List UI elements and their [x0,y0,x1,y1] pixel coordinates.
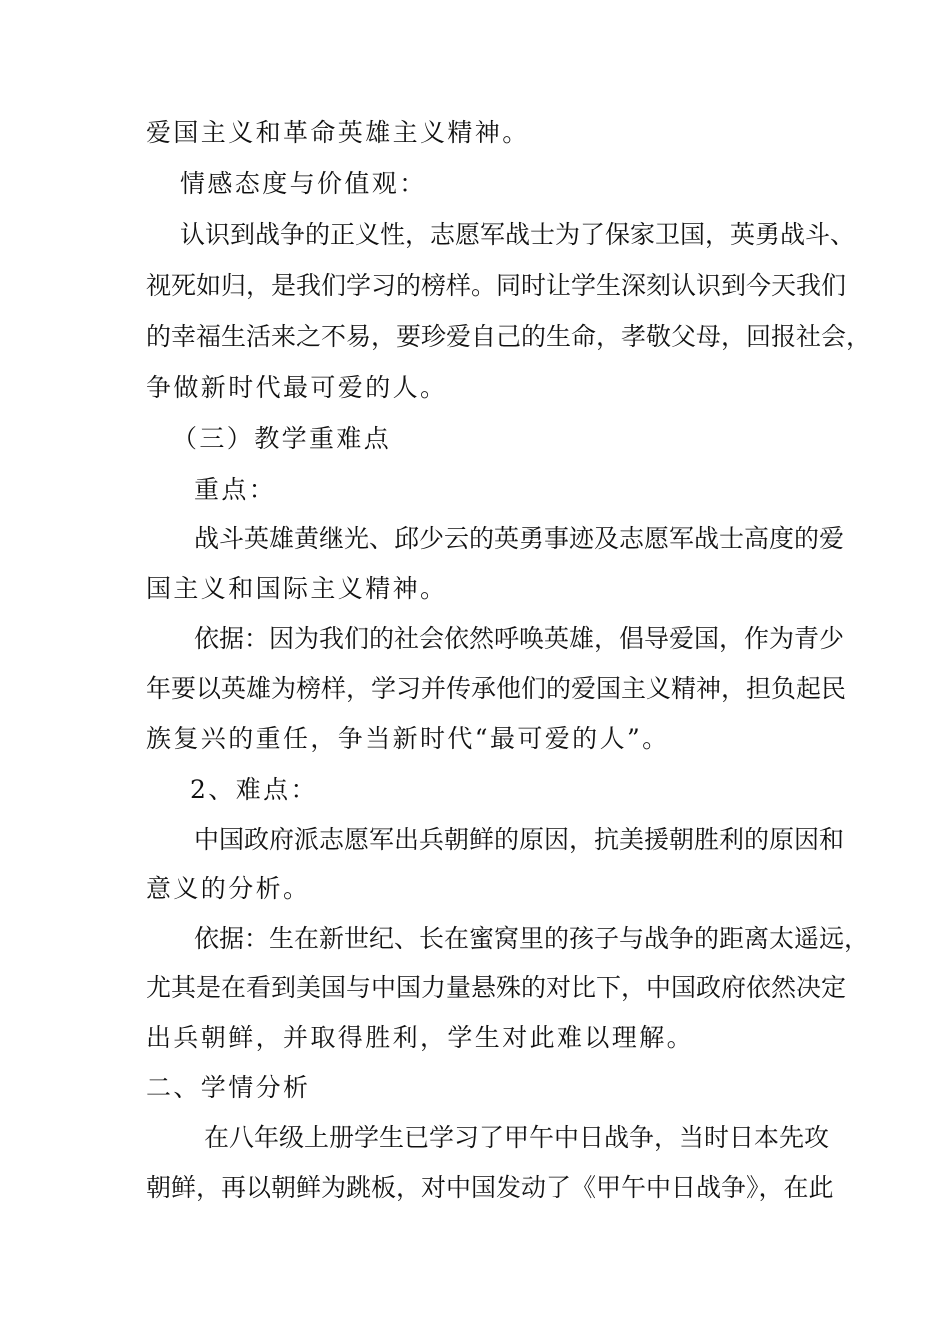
text-line-1: 爱国主义和革命英雄主义精神。 [146,118,530,147]
text-line-15: 中国政府派志愿军出兵朝鲜的原因，抗美援朝胜利的原因和 [194,825,845,854]
section-heading-student-analysis: 二、学情分析 [146,1073,311,1102]
text-line-16: 意义的分析。 [146,874,311,903]
text-line-21: 在八年级上册学生已学习了甲午中日战争，当时日本先攻 [204,1123,830,1152]
text-line-22: 朝鲜，再以朝鲜为跳板，对中国发动了《甲午中日战争》，在此 [146,1173,834,1202]
text-line-6: 争做新时代最可爱的人。 [146,373,448,402]
text-line-13: 族复兴的重任，争当新时代“最可爱的人”。 [146,724,670,753]
text-line-19: 出兵朝鲜，并取得胜利，学生对此难以理解。 [146,1023,695,1052]
subheading-difficult-point: 2、难点： [190,775,318,804]
text-line-4: 视死如归，是我们学习的榜样。同时让学生深刻认识到今天我们 [146,271,847,300]
section-heading-key-difficult-points: （三）教学重难点 [172,424,392,453]
text-line-5: 的幸福生活来之不易，要珍爱自己的生命，孝敬父母，回报社会， [146,322,872,351]
text-line-11: 依据：因为我们的社会依然呼唤英雄，倡导爱国，作为青少 [194,624,845,653]
text-line-10: 国主义和国际主义精神。 [146,574,448,603]
text-line-3: 认识到战争的正义性，志愿军战士为了保家卫国，英勇战斗、 [180,220,856,249]
section-heading-attitude: 情感态度与价值观： [180,169,427,198]
text-line-9: 战斗英雄黄继光、邱少云的英勇事迹及志愿军战士高度的爱 [194,524,845,553]
text-line-12: 年要以英雄为榜样，学习并传承他们的爱国主义精神，担负起民 [146,674,847,703]
text-line-18: 尤其是在看到美国与中国力量悬殊的对比下，中国政府依然决定 [146,973,847,1002]
text-line-17: 依据：生在新世纪、长在蜜窝里的孩子与战争的距离太遥远， [194,924,870,953]
subheading-key-point: 重点： [194,475,277,504]
